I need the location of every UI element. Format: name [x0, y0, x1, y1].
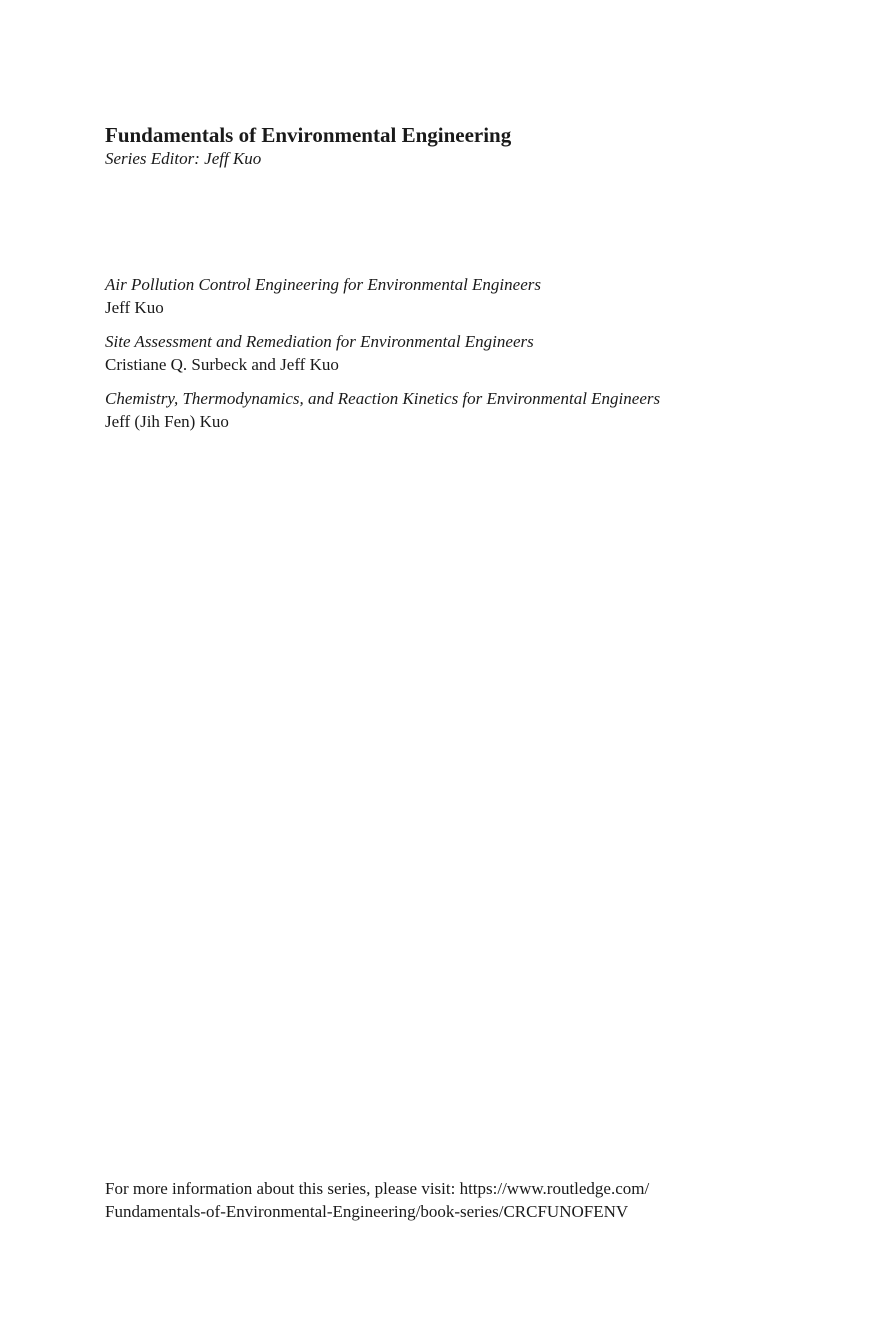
series-info-line: For more information about this series, please visit: https://www.routledge.com/ [105, 1179, 650, 1198]
book-title: Site Assessment and Remediation for Environmental Engineers [105, 332, 534, 351]
book-author: Jeff (Jih Fen) Kuo [105, 412, 229, 431]
book-entry [105, 387, 845, 433]
book-author: Jeff Kuo [105, 298, 164, 317]
series-info-footer [105, 1177, 825, 1223]
series-editor: Series Editor: Jeff Kuo [105, 149, 262, 168]
series-title: Fundamentals of Environmental Engineering [105, 123, 512, 147]
book-author: Cristiane Q. Surbeck and Jeff Kuo [105, 355, 339, 374]
series-url-line: Fundamentals-of-Environmental-Engineering/book-series/CRCFUNOFENV [105, 1202, 629, 1221]
series-header [105, 122, 511, 170]
book-title: Air Pollution Control Engineering for Environmental Engineers [105, 275, 541, 294]
book-list [105, 273, 845, 444]
book-entry [105, 330, 845, 376]
book-entry [105, 273, 845, 319]
book-title: Chemistry, Thermodynamics, and Reaction Kinetics for Environmental Engineers [105, 389, 661, 408]
